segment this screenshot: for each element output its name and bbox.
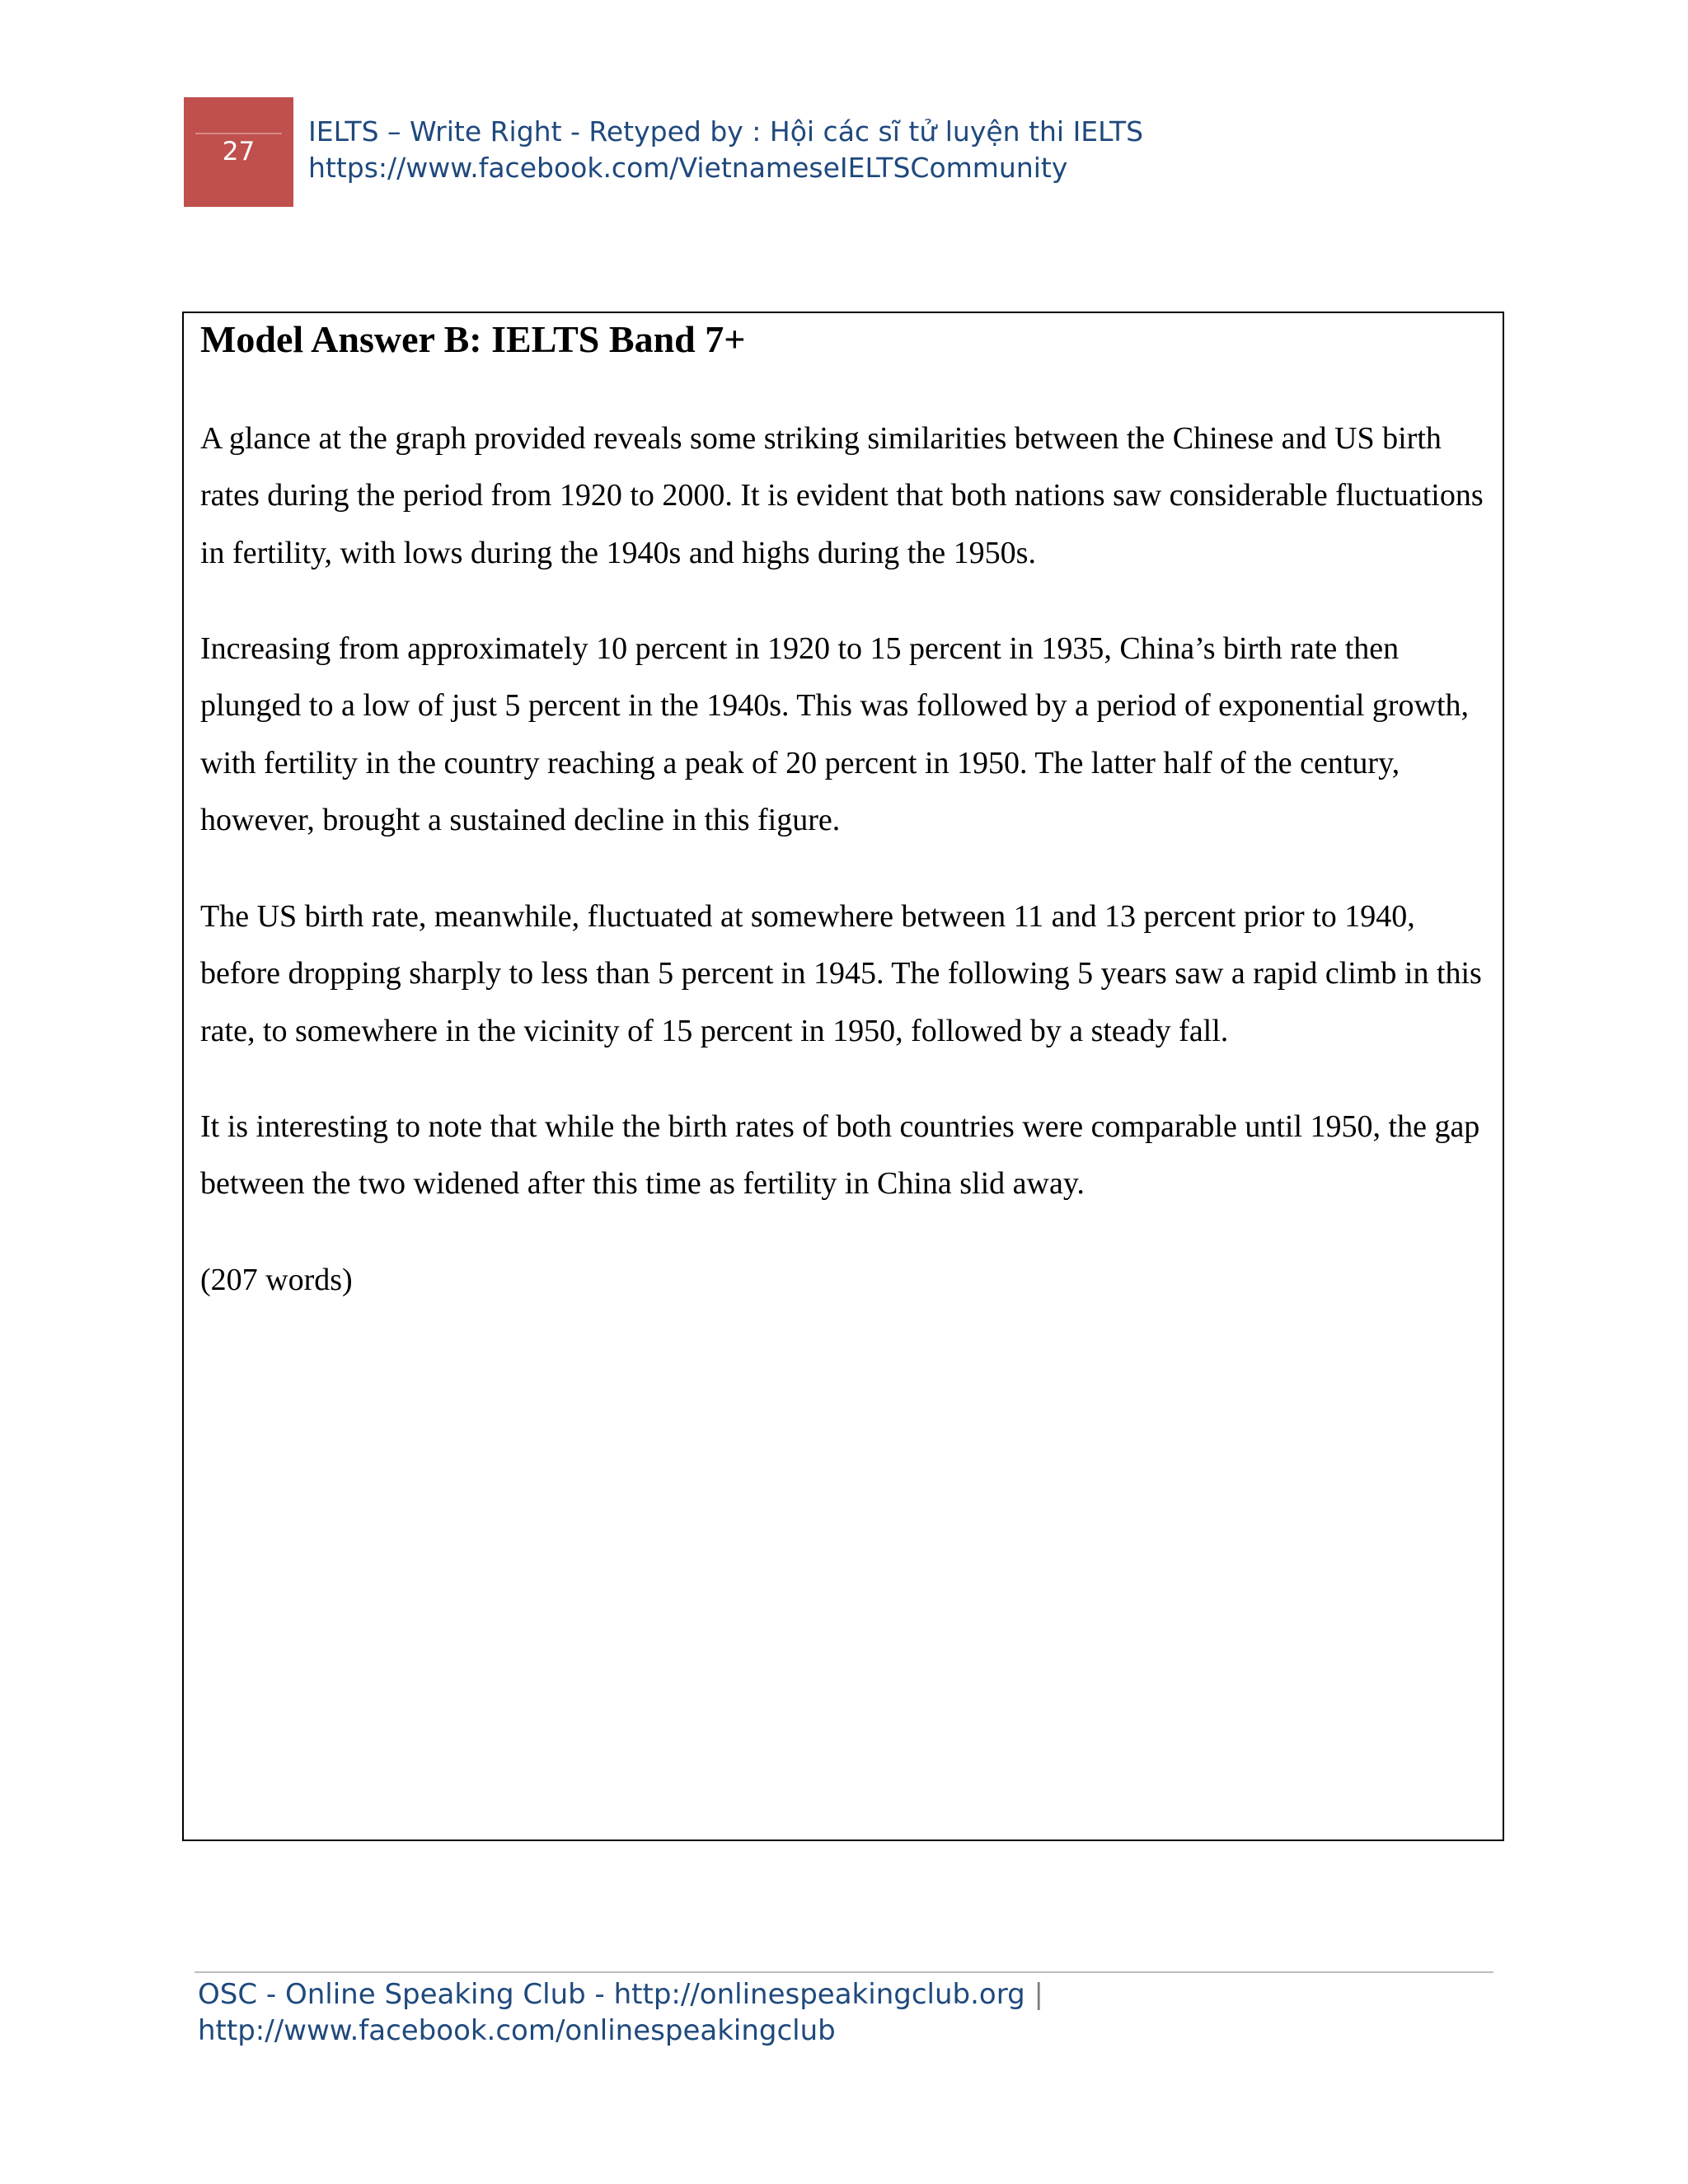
answer-paragraph: The US birth rate, meanwhile, fluctuated at somewhere between 11 and 13 percent prior to 1940, before dropping sharply to less than 5 percent in 1945. The following 5 years saw a rapid climb in this rate, to somewhere in the vicinity of 15 percent in 1950, followed by a steady fall. [200, 899, 1482, 1048]
header-url-link[interactable]: https://www.facebook.com/VietnameseIELTSCommunity [308, 152, 1068, 184]
badge-divider [195, 133, 282, 134]
footer [198, 1976, 1043, 2049]
answer-paragraph: Increasing from approximately 10 percent in 1920 to 15 percent in 1935, China’s birth rate then plunged to a low of just 5 percent in the 1940s. This was followed by a period of exponential growth, with fertility in the country reaching a peak of 20 percent in 1950. The latter half of the century, however, brought a sustained decline in this figure. [200, 631, 1470, 837]
header-title: IELTS – Write Right - Retyped by : Hội các sĩ tử luyện thi IELTS [308, 115, 1144, 148]
answer-paragraph: It is interesting to note that while the birth rates of both countries were comparable until 1950, the gap between the two widened after this time as fertility in China slid away. [200, 1109, 1480, 1202]
footer-divider [195, 1971, 1493, 1973]
footer-osc-link[interactable]: OSC - Online Speaking Club - http://onlinespeakingclub.org [198, 1978, 1025, 2011]
footer-facebook-link[interactable]: http://www.facebook.com/onlinespeakingclub [198, 2014, 836, 2047]
footer-separator: | [1034, 1978, 1043, 2011]
answer-paragraph: A glance at the graph provided reveals some striking similarities between the Chinese and US birth rates during the period from 1920 to 2000. It is evident that both nations saw considerable fluctuations in fertility, with lows during the 1940s and highs during the 1950s. [200, 421, 1484, 570]
footer-line-1 [198, 1976, 1043, 2013]
word-count: (207 words) [200, 1263, 353, 1297]
page-number: 27 [222, 137, 256, 166]
model-answer-box [182, 312, 1504, 1841]
page-number-badge [184, 97, 293, 207]
answer-title: Model Answer B: IELTS Band 7+ [200, 318, 746, 360]
running-header [308, 114, 1143, 186]
